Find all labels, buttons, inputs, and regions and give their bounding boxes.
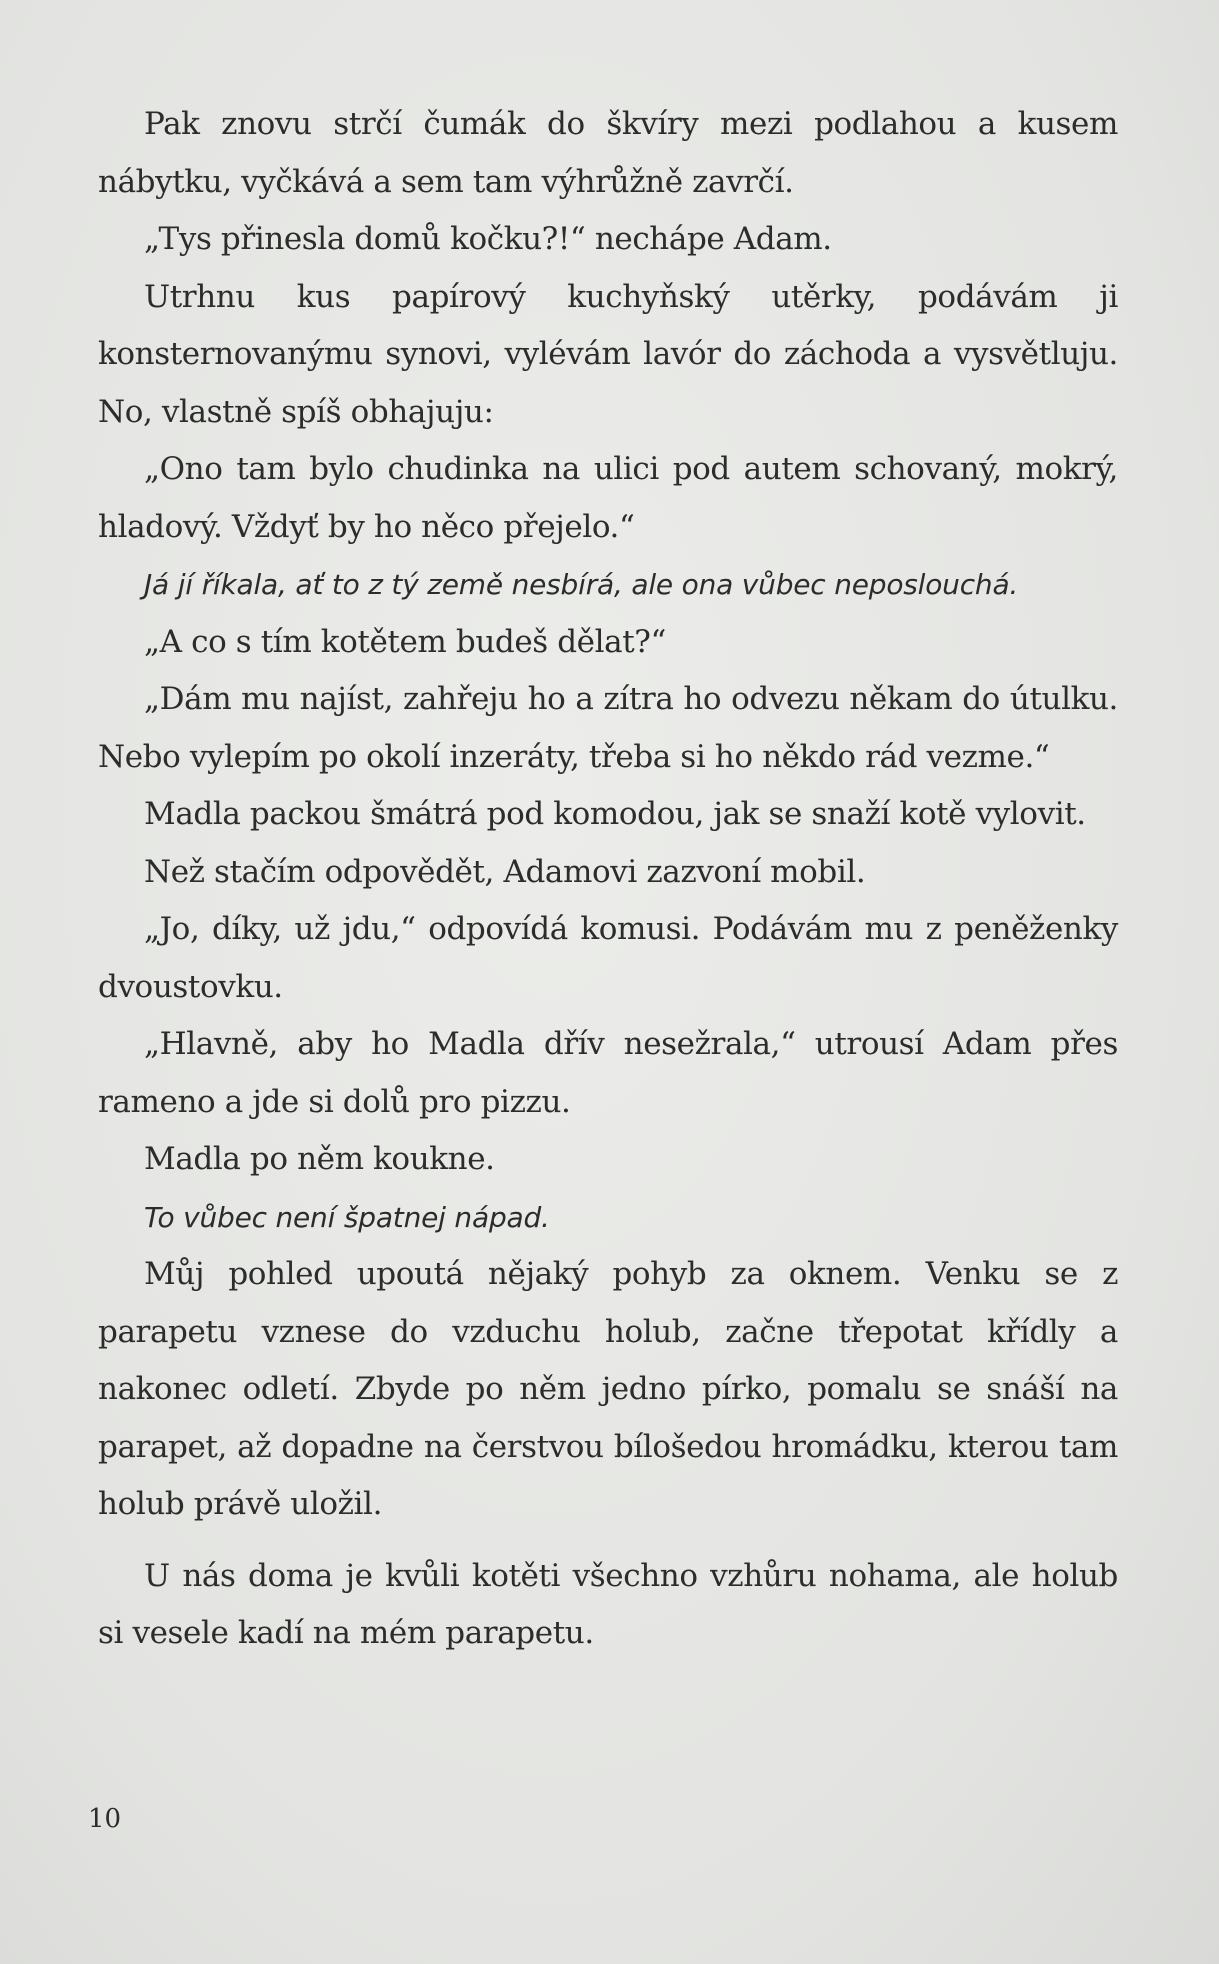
paragraph: Než stačím odpovědět, Adamovi zazvoní mobil. [144, 853, 866, 890]
paragraph: „Tys přinesla domů kočku?!“ nechápe Adam. [144, 221, 832, 257]
paragraph: Můj pohled upoutá nějaký pohyb za oknem. Venku se z parapetu vznese do vzduchu holub, začne třepotat křídly a nakonec odletí. Zbyde po něm jedno pírko, pomalu se snáší na parapet, až dopadne na čerstvou bílošedou hromádku, kterou tam holub právě uložil. [98, 1256, 1118, 1522]
paragraph: „A co s tím kotětem budeš dělat?“ [144, 623, 666, 660]
body-text [98, 96, 1118, 1663]
thought-paragraph: To vůbec není špatnej nápad. [144, 1200, 550, 1234]
paragraph: „Dám mu najíst, zahřeju ho a zítra ho odvezu někam do útulku. Nebo vylepím po okolí inzeráty, třeba si ho někdo rád vezme.“ [98, 681, 1118, 775]
paragraph: „Ono tam bylo chudinka na ulici pod autem schovaný, mokrý, hladový. Vždyť by ho něco přejelo.“ [98, 451, 1118, 545]
paragraph: U nás doma je kvůli kotěti všechno vzhůru nohama, ale holub si vesele kadí na mém parapetu. [98, 1557, 1118, 1651]
paragraph: Madla po něm koukne. [144, 1141, 495, 1177]
paragraph: „Hlavně, aby ho Madla dřív nesežrala,“ utrousí Adam přes rameno a jde si dolů pro pizzu. [98, 1026, 1118, 1120]
page-number: 10 [88, 1804, 122, 1834]
paragraph: Pak znovu strčí čumák do škvíry mezi podlahou a kusem nábytku, vyčkává a sem tam výhrůžně zavrčí. [98, 106, 1118, 200]
paragraph: Utrhnu kus papírový kuchyňský utěrky, podávám ji konsternovanýmu synovi, vylévám lavór do záchoda a vysvětluju. No, vlastně spíš obhajuju: [98, 278, 1118, 430]
thought-paragraph: Já jí říkala, ať to z tý země nesbírá, ale ona vůbec neposlouchá. [144, 568, 1019, 601]
paragraph: „Jo, díky, už jdu,“ odpovídá komusi. Podávám mu z peněženky dvoustovku. [98, 911, 1118, 1005]
paragraph: Madla packou šmátrá pod komodou, jak se snaží kotě vylovit. [144, 796, 1086, 832]
